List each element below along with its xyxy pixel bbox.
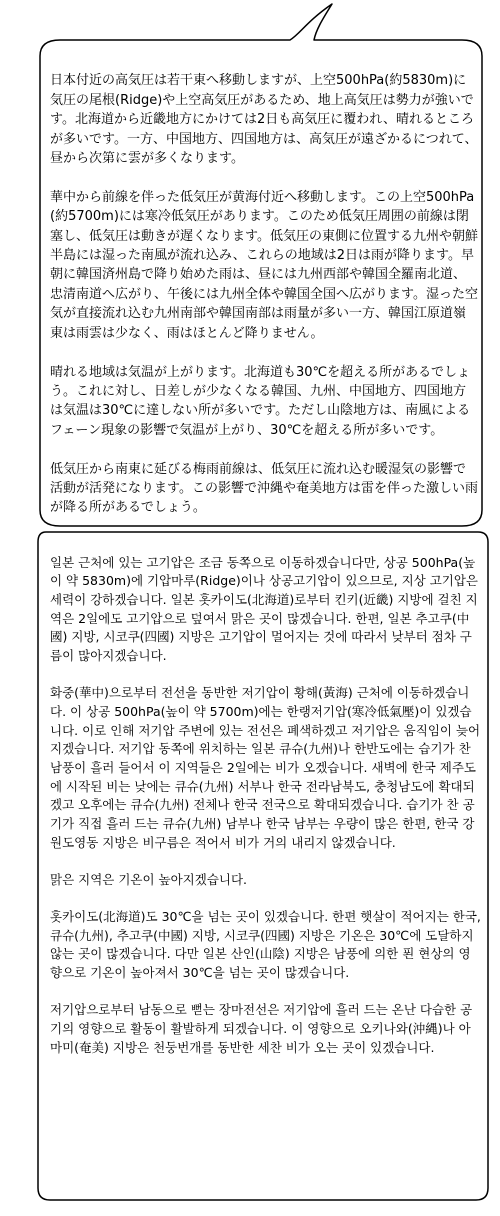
japanese-weather-text: [50, 52, 478, 537]
ko-paragraph-3: 맑은 지역은 기온이 높아지겠습니다.: [50, 871, 248, 887]
ko-paragraph-5: 저기압으로부터 남동으로 뻗는 장마전선은 저기압에 흘러 드는 온난 다습한 공기의 영향으로 활동이 활발하게 되겠습니다. 이 영향으로 오키나와(沖縄)나 아마미(奄美) 지방은 천둥번개를 동반한 세찬 비가 오는 곳이 있겠습니다.: [50, 1002, 473, 1055]
ja-paragraph-3: 晴れる地域は気温が上がります。北海道も30℃を超える所があるでしょう。これに対し、日差しが少なくなる韓国、九州、中国地方、四国地方は気温は30℃に達しない所が多いです。ただし山陰地方は、南風によるフェーン現象の影響で気温が上がり、30℃を超える所が多いです。: [50, 364, 471, 438]
ja-paragraph-4: 低気圧から南東に延びる梅雨前線は、低気圧に流れ込む暖湿気の影響で活動が活発になります。この影響で沖縄や奄美地方は雷を伴った激しい雨が降る所があるでしょう。: [50, 461, 478, 516]
ja-paragraph-1: 日本付近の高気圧は若干東へ移動しますが、上空500hPa(約5830m)に気圧の尾根(Ridge)や上空高気圧があるため、地上高気圧は勢力が強いです。北海道から近畿地方にかけては2日も高気圧に覆われ、晴れるところが多いです。一方、中国地方、四国地方は、高気圧が遠ざかるにつれて、昼から次第に雲が多くなります。: [50, 73, 478, 167]
ko-paragraph-1: 일본 근처에 있는 고기압은 조금 동쪽으로 이동하겠습니다만, 상공 500hPa(높이 약 5830m)에 기압마루(Ridge)이나 상공고기압이 있으므로, 지상 고기압은 세력이 강하겠습니다. 일본 홋카이도(北海道)로부터 킨키(近畿) 지방에 걸친 지역은 2일에도 고기압으로 덮여서 맑은 곳이 많겠습니다. 한편, 일본 추고쿠(中國) 지방, 시코쿠(四國) 지방은 고기압이 멀어지는 것에 따라서 낮부터 점차 구름이 많아지겠습니다.: [50, 554, 478, 663]
ja-paragraph-2: 華中から前線を伴った低気圧が黄海付近へ移動します。この上空500hPa(約5700m)には寒冷低気圧があります。このため低気圧周囲の前線は閉塞し、低気圧は動きが遅くなります。低気圧の東側に位置する九州や朝鮮半島には湿った南風が流れ込み、これらの地域は2日は雨が降ります。早朝に韓国済州島で降り始めた雨は、昼には九州西部や韓国全羅南北道、忠清南道へ広がり、午後には九州全体や韓国全国へ広がります。湿った空気が直接流れ込む九州南部や韓国南部は雨量が多い一方、韓国江原道嶺東は雨雲は少なく、雨はほとんど降りません。: [50, 189, 478, 341]
ko-paragraph-2: 화중(華中)으로부터 전선을 동반한 저기압이 황해(黃海) 근처에 이동하겠습니다. 이 상공 500hPa(높이 약 5700m)에는 한랭저기압(寒冷低氣壓)이 있겠습니다. 이로 인해 저기압 주변에 있는 전선은 폐색하겠고 저기압은 움직임이 늦어지겠습니다. 저기압 동쪽에 위치하는 일본 큐슈(九州)나 한반도에는 습기가 찬 남풍이 흘러 들어서 이 지역들은 2일에는 비가 오겠습니다. 새벽에 한국 제주도에 시작된 비는 낮에는 큐슈(九州) 서부나 한국 전라남북도, 충청남도에 확대되겠고 오후에는 큐슈(九州) 전체나 한국 전국으로 확대되겠습니다. 습기가 찬 공기가 직접 흘러 드는 큐슈(九州) 남부나 한국 남부는 우량이 많은 한편, 한국 강원도영동 지방은 비구름은 적어서 비가 거의 내리지 않겠습니다.: [50, 685, 481, 850]
korean-weather-text: [50, 535, 482, 1076]
ko-paragraph-4: 홋카이도(北海道)도 30℃을 넘는 곳이 있겠습니다. 한편 햇살이 적어지는 한국, 큐슈(九州), 추고쿠(中國) 지방, 시코쿠(四國) 지방은 기온은 30℃에 도달하지 않는 곳이 많겠습니다. 다만 일본 산인(山陰) 지방은 남풍에 의한 푄 현상의 영향으로 기온이 높아져서 30℃을 넘는 곳이 많겠습니다.: [50, 909, 481, 981]
